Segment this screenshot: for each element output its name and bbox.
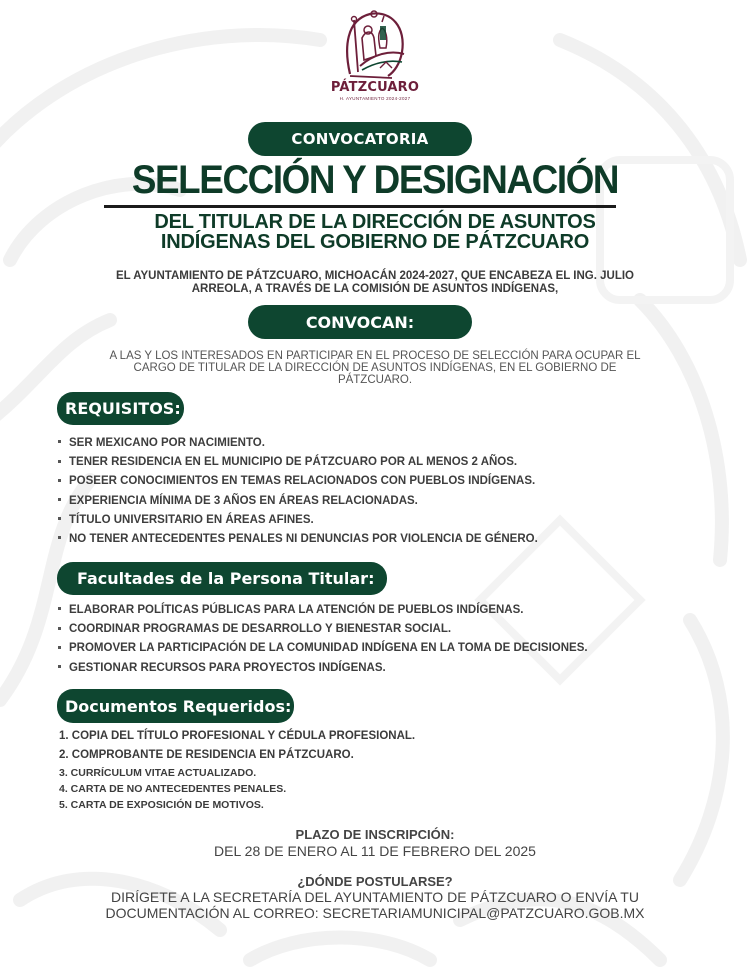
list-item: TENER RESIDENCIA EN EL MUNICIPIO DE PÁTZCUARO POR AL MENOS 2 AÑOS.: [58, 453, 538, 472]
convocatoria-badge: CONVOCATORIA: [248, 122, 472, 156]
plazo-heading: PLAZO DE INSCRIPCIÓN:: [295, 827, 455, 842]
list-item: EXPERIENCIA MÍNIMA DE 3 AÑOS EN ÁREAS RELACIONADAS.: [58, 492, 538, 511]
convocan-paragraph: [40, 350, 710, 386]
bullet-icon: [58, 498, 61, 501]
page-subtitle: [60, 212, 690, 252]
plazo-dates: DEL 28 DE ENERO AL 11 DE FEBRERO DEL 2025: [214, 843, 536, 859]
logo-name: PÁTZCUARO: [330, 80, 420, 95]
bullet-icon: [58, 536, 61, 539]
municipal-logo: [318, 8, 432, 108]
page-title: SELECCIÓN Y DESIGNACIÓN: [131, 158, 619, 202]
list-item: GESTIONAR RECURSOS PARA PROYECTOS INDÍGENAS.: [58, 659, 588, 678]
patzcuaro-emblem-icon: [340, 8, 410, 82]
documentos-heading: Documentos Requeridos:: [57, 689, 294, 723]
list-item: SER MEXICANO POR NACIMIENTO.: [58, 434, 538, 453]
list-item: 4. CARTA DE NO ANTECEDENTES PENALES.: [59, 783, 287, 795]
requisitos-heading: REQUISITOS:: [57, 392, 184, 425]
donde-line-2-email: DOCUMENTACIÓN AL CORREO: SECRETARIAMUNICIPAL@PATZCUARO.GOB.MX: [105, 905, 645, 921]
list-item: POSEER CONOCIMIENTOS EN TEMAS RELACIONADOS CON PUEBLOS INDÍGENAS.: [58, 472, 538, 491]
subtitle-line-2: INDÍGENAS DEL GOBIERNO DE PÁTZCUARO: [160, 231, 590, 253]
list-item: 2. COMPROBANTE DE RESIDENCIA EN PÁTZCUARO.: [59, 749, 354, 761]
bullet-icon: [58, 440, 61, 443]
intro-line-2: ARREOLA, A TRAVÉS DE LA COMISIÓN DE ASUNTOS INDÍGENAS,: [191, 283, 559, 295]
bullet-icon: [58, 460, 61, 463]
logo-subtitle: H. AYUNTAMIENTO 2024-2027: [339, 96, 411, 101]
bullet-icon: [58, 479, 61, 482]
list-item: COORDINAR PROGRAMAS DE DESARROLLO Y BIENESTAR SOCIAL.: [58, 620, 588, 639]
subtitle-line-1: DEL TITULAR DE LA DIRECCIÓN DE ASUNTOS: [154, 211, 596, 233]
list-item: NO TENER ANTECEDENTES PENALES NI DENUNCIAS POR VIOLENCIA DE GÉNERO.: [58, 530, 538, 549]
documentos-list: [59, 727, 415, 813]
title-divider: [104, 205, 616, 208]
requisitos-list: [58, 434, 538, 549]
convocan-line-1: A LAS Y LOS INTERESADOS EN PARTICIPAR EN EL PROCESO DE SELECCIÓN PARA OCUPAR EL: [109, 350, 641, 362]
donde-line-1: DIRÍGETE A LA SECRETARÍA DEL AYUNTAMIENTO DE PÁTZCUARO O ENVÍA TU: [111, 889, 639, 905]
bullet-icon: [58, 627, 61, 630]
list-item: 3. CURRÍCULUM VITAE ACTUALIZADO.: [59, 767, 257, 779]
list-item: TÍTULO UNIVERSITARIO EN ÁREAS AFINES.: [58, 511, 538, 530]
convocan-line-3: PÁTZCUARO.: [337, 374, 413, 386]
list-item: 5. CARTA DE EXPOSICIÓN DE MOTIVOS.: [59, 799, 264, 811]
bullet-icon: [58, 665, 61, 668]
donde-heading: ¿DÓNDE POSTULARSE?: [297, 874, 453, 889]
intro-paragraph: [60, 270, 690, 296]
convocan-badge: CONVOCAN:: [248, 305, 472, 339]
bullet-icon: [58, 517, 61, 520]
intro-line-1: EL AYUNTAMIENTO DE PÁTZCUARO, MICHOACÁN 2024-2027, QUE ENCABEZA EL ING. JULIO: [115, 270, 634, 282]
donde-paragraph: [60, 889, 690, 921]
convocan-line-2: CARGO DE TITULAR DE LA DIRECCIÓN DE ASUNTOS INDÍGENAS, EN EL GOBIERNO DE: [133, 362, 617, 374]
bullet-icon: [58, 646, 61, 649]
list-item: 1. COPIA DEL TÍTULO PROFESIONAL Y CÉDULA PROFESIONAL.: [59, 730, 416, 742]
list-item: ELABORAR POLÍTICAS PÚBLICAS PARA LA ATENCIÓN DE PUEBLOS INDÍGENAS.: [58, 601, 588, 620]
bullet-icon: [58, 607, 61, 610]
facultades-heading: Facultades de la Persona Titular:: [57, 562, 387, 595]
facultades-list: [58, 601, 588, 678]
list-item: PROMOVER LA PARTICIPACIÓN DE LA COMUNIDAD INDÍGENA EN LA TOMA DE DECISIONES.: [58, 639, 588, 658]
